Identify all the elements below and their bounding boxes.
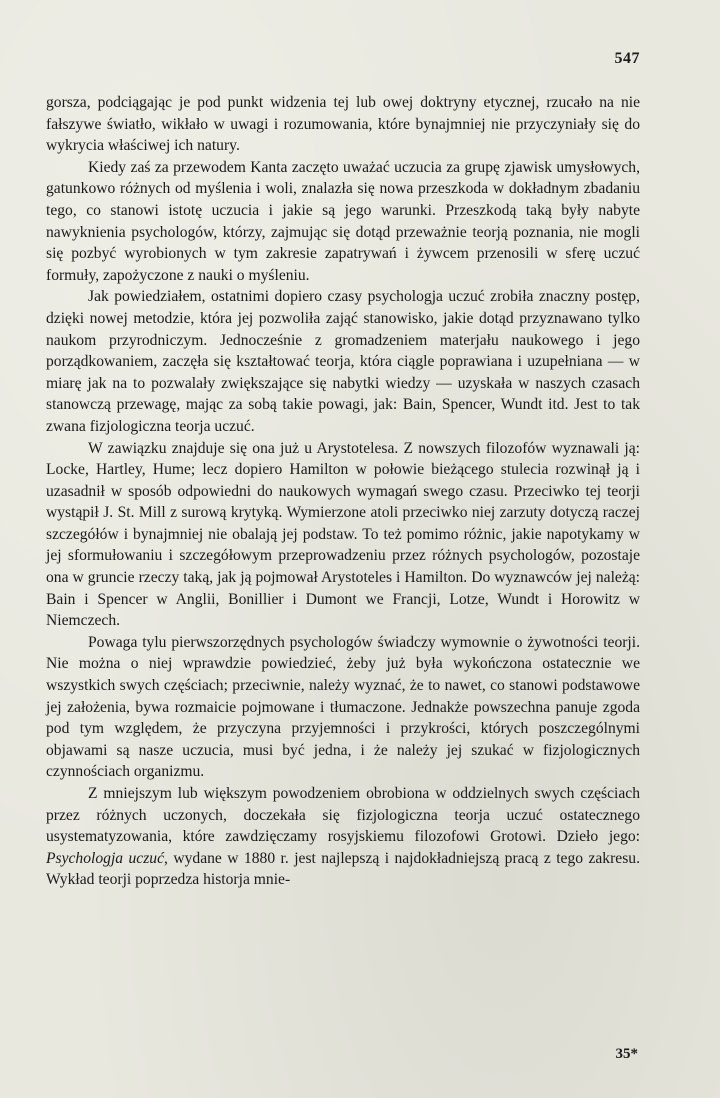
paragraph-5: Powaga tylu pierwszorzędnych psychologów świadczy wymownie o żywotności teorji. Nie można o niej wprawdzie powiedzieć, żeby już była wykończona ostatecznie we wszystkich swych częściach; przeciwnie, należy wyznać, że to nawet, co stanowi podstawowe jej założenia, bywa rozmaicie pojmowane i tłumaczone. Jednakże powszechna panuje zgoda pod tym względem, że przyczyna przyjemności i przykrości, których poszczególnymi objawami są nasze uczucia, musi być jedna, i że należy jej szukać w fizjologicznych czynnościach organizmu.: [46, 633, 640, 781]
paragraph-2: Kiedy zaś za przewodem Kanta zaczęto uważać uczucia za grupę zjawisk umysłowych, gatunkowo różnych od myślenia i woli, znalazła się nowa przeszkoda w dokładnym zbadaniu tego, co stanowi istotę uczucia i jakie są jego warunki. Przeszkodą taką były nabyte nawyknienia psychologów, którzy, zajmując się dotąd przeważnie teorją poznania, nie mogli się pozbyć wyrobionych w tym zakresie zapatrywań i żywcem przenosili w sferę uczuć formuły, zapożyczone z nauki o myśleniu.: [46, 158, 640, 284]
page-number: 547: [614, 50, 640, 67]
paragraph-6: [46, 783, 640, 891]
paragraph-4: W zawiązku znajduje się ona już u Arystotelesa. Z nowszych filozofów wyznawali ją: Locke, Hartley, Hume; lecz dopiero Hamilton w połowie bieżącego stulecia rozwinął ją i uzasadnił w sposób odpowiedni do naukowych wymagań swego czasu. Przeciwko tej teorji wystąpił J. St. Mill z surową krytyką. Wymierzone atoli przeciwko niej zarzuty dotyczą raczej szczegółów i bynajmniej nie obalają jej podstaw. To też pomimo różnic, jakie napotykamy w jej sformułowaniu i szczegółowym przeprowadzeniu przez różnych psychologów, pozostaje ona w gruncie rzeczy taką, jak ją pojmował Arystoteles i Hamilton. Do wyznawców jej należą: Bain i Spencer w Anglii, Bonillier i Dumont we Francji, Lotze, Wundt i Horowitz w Niemczech.: [46, 439, 640, 630]
paragraph-3: Jak powiedziałem, ostatnimi dopiero czasy psychologja uczuć zrobiła znaczny postęp, dzięki nowej metodzie, która jej pozwoliła zająć stanowisko, jakie dotąd przyznawano tylko naukom przyrodniczym. Jednocześnie z gromadzeniem materjału naukowego i jego porządkowaniem, zaczęła się kształtować teorja, która ciągle poprawiana i uzupełniana — w miarę jak na to pozwalały zwiększające się nabytki wiedzy — uzyskała w naszych czasach stanowczą przewagę, mając za sobą takie powagi, jak: Bain, Spencer, Wundt itd. Jest to tak zwana fizjologiczna teorja uczuć.: [46, 288, 640, 435]
paragraph-6-text-end: , wydane w 1880 r. jest najlepszą i najdokładniejszą pracą z tego zakresu. Wykład teorji poprzedza historja mnie-: [46, 849, 640, 889]
body-text: [46, 92, 640, 891]
paragraph-1: gorsza, podciągając je pod punkt widzenia tej lub owej doktryny etycznej, rzucało na nie fałszywe światło, wikłało w uwagi i rozumowania, które bynajmniej nie przyczyniały się do wykrycia właściwej ich natury.: [46, 94, 640, 155]
book-title: Psychologja uczuć: [46, 849, 165, 867]
paragraph-6-text-start: Z mniejszym lub większym powodzeniem obrobiona w oddzielnych swych częściach przez różnych uczonych, doczekała się fizjologiczna teorja uczuć ostatecznego usystematyzowania, które zawdzięczamy rosyjskiemu filozofowi Grotowi. Dzieło jego:: [46, 785, 640, 846]
printer-signature: 35*: [615, 1046, 638, 1062]
